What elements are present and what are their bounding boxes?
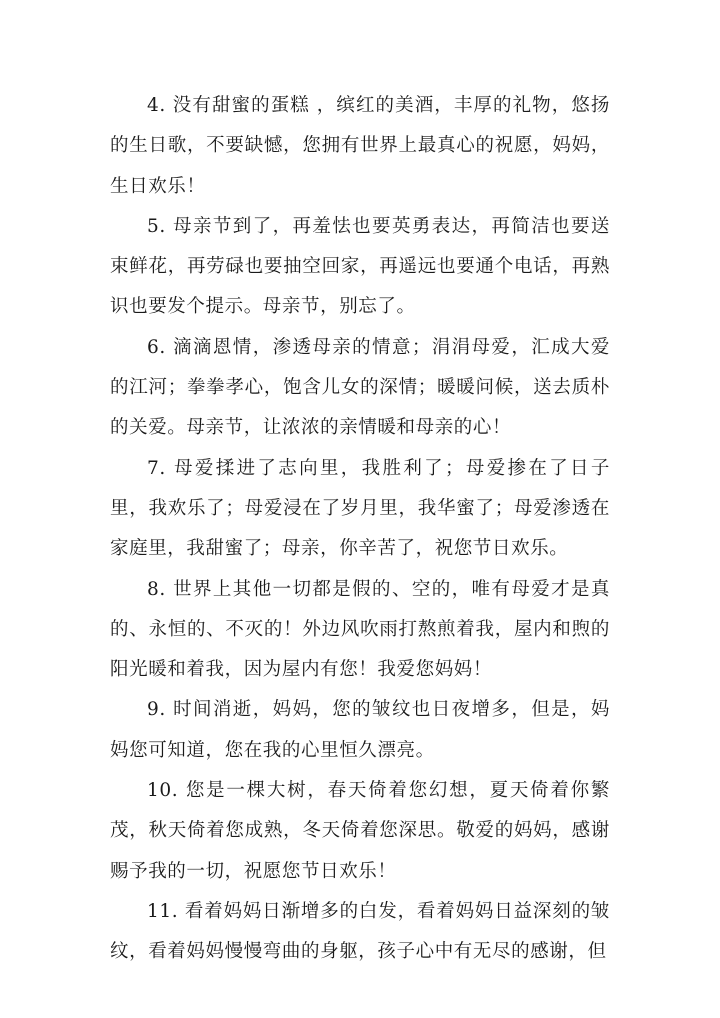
document-body: [110, 86, 610, 973]
paragraph-6: 6. 滴滴恩情，渗透母亲的情意；涓涓母爱，汇成大爱的江河；拳拳孝心，饱含儿女的深情；暖暖问候，送去质朴的关爱。母亲节，让浓浓的亲情暖和母亲的心！: [110, 336, 610, 439]
paragraph-10: 10. 您是一棵大树，春天倚着您幻想，夏天倚着你繁茂，秋天倚着您成熟，冬天倚着您深思。敬爱的妈妈，感谢赐予我的一切，祝愿您节日欢乐！: [110, 780, 610, 882]
paragraph-5: 5. 母亲节到了，再羞怯也要英勇表达，再简洁也要送束鲜花，再劳碌也要抽空回家，再遥远也要通个电话，再熟识也要发个提示。母亲节，别忘了。: [110, 215, 610, 318]
paragraph-9: 9. 时间消逝，妈妈，您的皱纹也日夜增多，但是，妈妈您可知道，您在我的心里恒久漂亮。: [110, 699, 610, 761]
paragraph-7: 7. 母爱揉进了志向里，我胜利了；母爱掺在了日子里，我欢乐了；母爱浸在了岁月里，我华蜜了；母爱渗透在家庭里，我甜蜜了；母亲，你辛苦了，祝您节日欢乐。: [110, 457, 610, 560]
paragraph-8: 8. 世界上其他一切都是假的、空的，唯有母爱才是真的、永恒的、不灭的！外边风吹雨打熬煎着我，屋内和煦的阳光暖和着我，因为屋内有您！我爱您妈妈！: [110, 578, 610, 681]
paragraph-11: 11. 看着妈妈日渐增多的白发，看着妈妈日益深刻的皱纹，看着妈妈慢慢弯曲的身躯，孩子心中有无尽的感谢，但: [110, 900, 610, 963]
paragraph-4: 4. 没有甜蜜的蛋糕 ，缤红的美酒，丰厚的礼物，悠扬的生日歌，不要缺憾，您拥有世界上最真心的祝愿，妈妈，生日欢乐！: [110, 95, 610, 197]
